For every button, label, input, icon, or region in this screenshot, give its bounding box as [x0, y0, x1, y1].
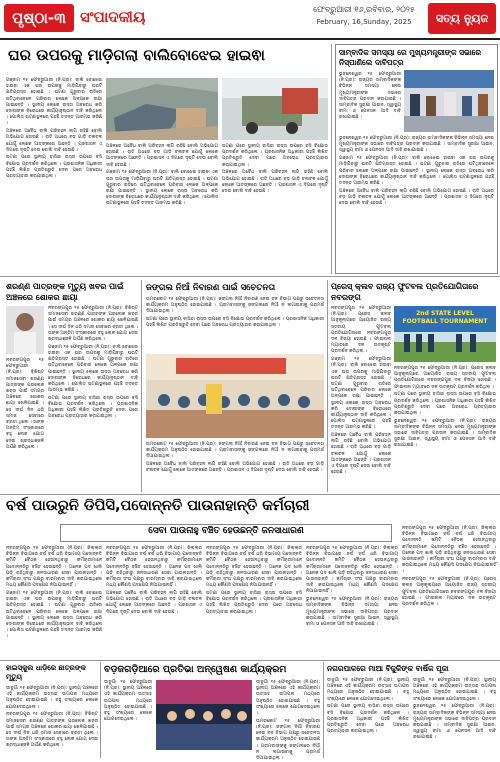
date-english: February, 16,Sunday, 2025: [316, 18, 412, 26]
house-collapse-photo: [106, 78, 218, 140]
side-article-body: ଭୁବନେଶ୍ୱର ୧୫ ଫେବ୍ରୁଆରୀ (ନି.ପ୍ର): ରାଜ୍ୟର ସାମ୍ବାଦିକଙ୍କ ବିଭିନ୍ନ ସମସ୍ୟା ନେଇ ମୁଖ୍ୟମନ୍ତ୍ରୀଙ୍କ ସଭାରେ ଦାବିପତ୍ର ପ୍ରଦାନ କରାଯାଇଛି । ସାମ୍ବାଦିକ ସୁରକ୍ଷା ଆଇନ, ସ୍ୱାସ୍ଥ୍ୟ ବୀମା ଓ ପେନସନ ଆଦି ଦାବି ରଖାଯାଇଛି । ଗଞ୍ଜାମ ୧୫ ଫେବ୍ରୁଆରୀ (ନି.ପ୍ର): ବାଲି ବୋଝେଇ ହାଇଵା ଏକ ଘର ଉପରକୁ ମାଡ଼ିଯିବାରୁ ଘରଟି କ୍ଷତିଗ୍ରସ୍ତ ହୋଇଛି । ଘଟଣା ଗୁରୁବାର ରାତିରେ ଘଟିଥିବାବେଳେ ପରିବାର ଲୋକେ ଅଳ୍ପକେ ରକ୍ଷା ପାଇଛନ୍ତି । ସ୍ଥାନୀୟ ଲୋକେ ରାସ୍ତା ଅବରୋଧ କରି ଦୋଷୀଙ୍କ ବିରୋଧରେ କାର୍ଯ୍ୟାନୁଷ୍ଠାନ ଦାବି କରିଥିଲେ । ପୋଲିସ ଘଟଣାସ୍ଥଳରେ ପହଞ୍ଚି ତଦନ୍ତ ଆରମ୍ଭ କରିଛି । ଅଞ୍ଚଳରେ ଅବୈଧ ବାଲି ପରିବହନ ଲାଗି ରହିଛି ବୋଲି ଅଭିଯୋଗ ହୋଇଛି । ରାତି ଅଧରେ ବଡ଼ ଗାଡ଼ି ଚଳାଚଳ ଯୋଗୁଁ ଲୋକେ ଆତଙ୍କରେ ଅଛନ୍ତି । ପ୍ରଶାସନ ଏ ଦିଗରେ ଦୃଷ୍ଟି ଦେଉ ବୋଲି ଦାବି ହେଉଛି ।: [339, 136, 494, 207]
obituary-body: ନବରଙ୍ଗପୁର ୧୫ ଫେବ୍ରୁଆରୀ (ନି.ପ୍ର): ବିଶିଷ୍ଟ ସମାଜସେବୀ ଶରଣ୍ଣ ପାତ୍ରଙ୍କ ପରଲୋକ ଖବର ପାଇଁ ସମଗ୍ର ଅଞ୍ଚଳରେ ଶୋକର ଛାୟା ଖେଳିଯାଇଛି । ସେ ଦୀର୍ଘ ଦିନ ଧରି ସମାଜ ସେବାରେ ବ୍ରତୀ ଥିଲେ । ତାଙ୍କ ଅନ୍ତିମ ସଂସ୍କାରରେ ବହୁ ଲୋକ ଯୋଗ ଦେଇ ଶ୍ରଦ୍ଧାଞ୍ଜଳି ଅର୍ପଣ କରିଥିଲେ । ଗଞ୍ଜାମ ୧୫ ଫେବ୍ରୁଆରୀ (ନି.ପ୍ର): ବାଲି ବୋଝେଇ ହାଇଵା ଏକ ଘର ଉପରକୁ ମାଡ଼ିଯିବାରୁ ଘରଟି କ୍ଷତିଗ୍ରସ୍ତ ହୋଇଛି । ଘଟଣା ଗୁରୁବାର ରାତିରେ ଘଟିଥିବାବେଳେ ପରିବାର ଲୋକେ ଅଳ୍ପକେ ରକ୍ଷା ପାଇଛନ୍ତି । ସ୍ଥାନୀୟ ଲୋକେ ରାସ୍ତା ଅବରୋଧ କରି ଦୋଷୀଙ୍କ ବିରୋଧରେ କାର୍ଯ୍ୟାନୁଷ୍ଠାନ ଦାବି କରିଥିଲେ । ପୋଲିସ ଘଟଣାସ୍ଥଳରେ ପହଞ୍ଚି ତଦନ୍ତ ଆରମ୍ଭ କରିଛି । ଘଟଣା ପରେ ସ୍ଥାନୀୟ ବାସିନ୍ଦା ରାସ୍ତା ଉପରେ ବସି ବିକ୍ଷୋଭ ପ୍ରଦର୍ଶନ କରିଥିଲେ । ପ୍ରଶାସନିକ ଅଧିକାରୀ ପହଞ୍ଚି ଲିଖିତ ପ୍ରତିଶ୍ରୁତି ଦେବା ପରେ ଅବରୋଧ ପ୍ରତ୍ୟାହାର କରାଯାଇଥିଲା ।: [48, 306, 138, 420]
press-club-body-cont: ନବରଙ୍ଗପୁର ୧୫ ଫେବ୍ରୁଆରୀ (ନି.ପ୍ର): ପ୍ରେସ୍ କ୍ଲବ ଆନୁକୂଲ୍ୟରେ ଆୟୋଜିତ ରାଜ୍ୟ ସ୍ତରୀୟ ଫୁଟବଲ ପ୍ରତିଯୋଗିତାରେ ନବରଙ୍ଗପୁର ଦଳ ବିଜୟୀ ହୋଇଛି । ଫାଇନାଲ ମ୍ୟାଚରେ ଦଳ ଉତ୍କୃଷ୍ଟ ପ୍ରଦର୍ଶନ କରିଥିଲା । ଘଟଣା ପରେ ସ୍ଥାନୀୟ ବାସିନ୍ଦା ରାସ୍ତା ଉପରେ ବସି ବିକ୍ଷୋଭ ପ୍ରଦର୍ଶନ କରିଥିଲେ । ପ୍ରଶାସନିକ ଅଧିକାରୀ ପହଞ୍ଚି ଲିଖିତ ପ୍ରତିଶ୍ରୁତି ଦେବା ପରେ ଅବରୋଧ ପ୍ରତ୍ୟାହାର କରାଯାଇଥିଲା । ଭୁବନେଶ୍ୱର ୧୫ ଫେବ୍ରୁଆରୀ (ନି.ପ୍ର): ରାଜ୍ୟର ସାମ୍ବାଦିକଙ୍କ ବିଭିନ୍ନ ସମସ୍ୟା ନେଇ ମୁଖ୍ୟମନ୍ତ୍ରୀଙ୍କ ସଭାରେ ଦାବିପତ୍ର ପ୍ରଦାନ କରାଯାଇଛି । ସାମ୍ବାଦିକ ସୁରକ୍ଷା ଆଇନ, ସ୍ୱାସ୍ଥ୍ୟ ବୀମା ଓ ପେନସନ ଆଦି ଦାବି ରଖାଯାଇଛି ।: [394, 366, 496, 449]
bottom-mid-headline: ବଡ଼ଜଗଡ଼ିଆରେ ପ୍ରତିଭା ଅନ୍ୱେଷଣ କାର୍ଯ୍ୟକ୍ରମ: [104, 664, 287, 675]
bottom-left-headline: ହାଇସ୍କୁଲ ଧାଡ଼ିରେ ଛାତ୍ରଙ୍କ ମୃତ୍ୟୁ: [6, 664, 86, 681]
section-title: ସଂପାଦକୀୟ: [80, 8, 146, 26]
truck-photo: [222, 78, 328, 140]
fire-awareness-headline: ଜଙ୍ଗଲ ନିଆଁ ନିବାରଣ ପାଇଁ ସଚେତନତା: [146, 283, 276, 293]
lead-article-col3: ନବରଙ୍ଗପୁର ୧୫ ଫେବ୍ରୁଆରୀ (ନି.ପ୍ର): ଜିଲ୍ଲାର ବିଭିନ୍ନ ବିଭାଗରେ ବର୍ଷ ବର୍ଷ ଧରି ବିଭାଗୀୟ ପଦୋନ୍ନତି କମିଟି ବୈଠକ ହେଉନଥିବାରୁ କର୍ମଚାରୀମାନେ ପଦୋନ୍ନତିରୁ ବଞ୍ଚିତ ହେଉଛନ୍ତି । ଅନେକ ପଦ ଖାଲି ପଡ଼ି ରହିଥିବାରୁ ଜନସାଧାରଣ ସେବା ପାଉନାହାନ୍ତି । କର୍ମଚାରୀ ସଂଘ ପକ୍ଷରୁ ବାରମ୍ବାର ଦାବି କରାଯାଇଥିଲେ ମଧ୍ୟ କୌଣସି ପଦକ୍ଷେପ ନିଆଯାଇନାହିଁ । ଘଟଣା ପରେ ସ୍ଥାନୀୟ ବାସିନ୍ଦା ରାସ୍ତା ଉପରେ ବସି ବିକ୍ଷୋଭ ପ୍ରଦର୍ଶନ କରିଥିଲେ । ପ୍ରଶାସନିକ ଅଧିକାରୀ ପହଞ୍ଚି ଲିଖିତ ପ୍ରତିଶ୍ରୁତି ଦେବା ପରେ ଅବରୋଧ ପ୍ରତ୍ୟାହାର କରାଯାଇଥିଲା ।: [206, 546, 302, 615]
obituary-headline: ଶରଣ୍ଣ ପାତ୍ରଙ୍କ ମୃତ୍ୟୁ ଖବର ପାଇଁ ଅଞ୍ଚଳରେ ଶୋକର ଛାୟା: [6, 282, 124, 302]
column-divider: [100, 662, 101, 758]
column-divider: [327, 280, 328, 492]
bottom-mid-body: ଡାବୁଗାଁ ୧୫ ଫେବ୍ରୁଆରୀ (ନି.ପ୍ର): ସ୍ଥାନୀୟ ଅଞ୍ଚଳରେ ଏହି କାର୍ଯ୍ୟକ୍ରମ ଉତ୍ସାହ ଉଦ୍ଦୀପନା ମଧ୍ୟରେ ଅନୁଷ୍ଠିତ ହୋଇଯାଇଛି । ବହୁ ସଂଖ୍ୟାରେ ଲୋକେ ଯୋଗଦେଇଥିଲେ ।: [104, 680, 152, 723]
column-divider: [141, 280, 142, 492]
side-headline: ସାମ୍ବାଦିକ ସମସ୍ୟା ରେ ମୁଖ୍ୟମନ୍ତ୍ରୀଙ୍କ ସଭାରେ ନିସ୍ପାଣିଲେ ଦାବିପତ୍ର: [339, 48, 482, 67]
column-divider: [323, 662, 324, 758]
side-article-intro: ଭୁବନେଶ୍ୱର ୧୫ ଫେବ୍ରୁଆରୀ (ନି.ପ୍ର): ରାଜ୍ୟର ସାମ୍ବାଦିକଙ୍କ ବିଭିନ୍ନ ସମସ୍ୟା ନେଇ ମୁଖ୍ୟମନ୍ତ୍ରୀଙ୍କ ସଭାରେ ଦାବିପତ୍ର ପ୍ରଦାନ କରାଯାଇଛି । ସାମ୍ବାଦିକ ସୁରକ୍ଷା ଆଇନ, ସ୍ୱାସ୍ଥ୍ୟ ବୀମା ଓ ପେନସନ ଆଦି ଦାବି ରଖାଯାଇଛି ।: [339, 72, 401, 121]
bottom-mid-body-cont: ଡାବୁଗାଁ ୧୫ ଫେବ୍ରୁଆରୀ (ନି.ପ୍ର): ସ୍ଥାନୀୟ ଅଞ୍ଚଳରେ ଏହି କାର୍ଯ୍ୟକ୍ରମ ଉତ୍ସାହ ଉଦ୍ଦୀପନା ମଧ୍ୟରେ ଅନୁଷ୍ଠିତ ହୋଇଯାଇଛି । ବହୁ ସଂଖ୍ୟାରେ ଲୋକେ ଯୋଗଦେଇଥିଲେ । ଉମରକୋଟ ୧୫ ଫେବ୍ରୁଆରୀ (ନି.ପ୍ର): ଜଙ୍ଗଲ ନିଆଁ ନିବାରଣ ନେଇ ବନ ବିଭାଗ ପକ୍ଷରୁ ସଚେତନତା କାର୍ଯ୍ୟକ୍ରମ ଅନୁଷ୍ଠିତ ହୋଇଯାଇଛି । ଗ୍ରାମବାସୀଙ୍କୁ ଜଙ୍ଗଲରେ ନିଆଁ ନ ଲଗାଇବାକୁ ପରାମର୍ଶ ଦିଆଯାଇଥିଲା ।: [256, 680, 320, 761]
obituary-portrait: [6, 306, 44, 354]
fire-awareness-body: ଉମରକୋଟ ୧୫ ଫେବ୍ରୁଆରୀ (ନି.ପ୍ର): ଜଙ୍ଗଲ ନିଆଁ ନିବାରଣ ନେଇ ବନ ବିଭାଗ ପକ୍ଷରୁ ସଚେତନତା କାର୍ଯ୍ୟକ୍ରମ ଅନୁଷ୍ଠିତ ହୋଇଯାଇଛି । ଗ୍ରାମବାସୀଙ୍କୁ ଜଙ୍ଗଲରେ ନିଆଁ ନ ଲଗାଇବାକୁ ପରାମର୍ଶ ଦିଆଯାଇଥିଲା । ଘଟଣା ପରେ ସ୍ଥାନୀୟ ବାସିନ୍ଦା ରାସ୍ତା ଉପରେ ବସି ବିକ୍ଷୋଭ ପ୍ରଦର୍ଶନ କରିଥିଲେ । ପ୍ରଶାସନିକ ଅଧିକାରୀ ପହଞ୍ଚି ଲିଖିତ ପ୍ରତିଶ୍ରୁତି ଦେବା ପରେ ଅବରୋଧ ପ୍ରତ୍ୟାହାର କରାଯାଇଥିଲା ।: [146, 297, 324, 329]
date-block: [305, 5, 423, 26]
awareness-event-photo: [146, 354, 324, 438]
main-article-col3: ଘଟଣା ପରେ ସ୍ଥାନୀୟ ବାସିନ୍ଦା ରାସ୍ତା ଉପରେ ବସି ବିକ୍ଷୋଭ ପ୍ରଦର୍ଶନ କରିଥିଲେ । ପ୍ରଶାସନିକ ଅଧିକାରୀ ପହଞ୍ଚି ଲିଖିତ ପ୍ରତିଶ୍ରୁତି ଦେବା ପରେ ଅବରୋଧ ପ୍ରତ୍ୟାହାର କରାଯାଇଥିଲା । ଅଞ୍ଚଳରେ ଅବୈଧ ବାଲି ପରିବହନ ଲାଗି ରହିଛି ବୋଲି ଅଭିଯୋଗ ହୋଇଛି । ରାତି ଅଧରେ ବଡ଼ ଗାଡ଼ି ଚଳାଚଳ ଯୋଗୁଁ ଲୋକେ ଆତଙ୍କରେ ଅଛନ୍ତି । ପ୍ରଶାସନ ଏ ଦିଗରେ ଦୃଷ୍ଟି ଦେଉ ବୋଲି ଦାବି ହେଉଛି ।: [222, 144, 328, 194]
brand-logo: ସତ୍ୟ ନ୍ୟୁଜ: [428, 3, 496, 34]
bottom-right-headline: ନଗରପାଳରେ ମାଆ ବିଜୁଳିଙ୍କ ବାର୍ଷିକ ପୂଜା: [327, 664, 449, 673]
talent-event-photo: [156, 680, 252, 750]
lead-article-col4: ନବରଙ୍ଗପୁର ୧୫ ଫେବ୍ରୁଆରୀ (ନି.ପ୍ର): ଜିଲ୍ଲାର ବିଭିନ୍ନ ବିଭାଗରେ ବର୍ଷ ବର୍ଷ ଧରି ବିଭାଗୀୟ ପଦୋନ୍ନତି କମିଟି ବୈଠକ ହେଉନଥିବାରୁ କର୍ମଚାରୀମାନେ ପଦୋନ୍ନତିରୁ ବଞ୍ଚିତ ହେଉଛନ୍ତି । ଅନେକ ପଦ ଖାଲି ପଡ଼ି ରହିଥିବାରୁ ଜନସାଧାରଣ ସେବା ପାଉନାହାନ୍ତି । କର୍ମଚାରୀ ସଂଘ ପକ୍ଷରୁ ବାରମ୍ବାର ଦାବି କରାଯାଇଥିଲେ ମଧ୍ୟ କୌଣସି ପଦକ୍ଷେପ ନିଆଯାଇନାହିଁ । ଭୁବନେଶ୍ୱର ୧୫ ଫେବ୍ରୁଆରୀ (ନି.ପ୍ର): ରାଜ୍ୟର ସାମ୍ବାଦିକଙ୍କ ବିଭିନ୍ନ ସମସ୍ୟା ନେଇ ମୁଖ୍ୟମନ୍ତ୍ରୀଙ୍କ ସଭାରେ ଦାବିପତ୍ର ପ୍ରଦାନ କରାଯାଇଛି । ସାମ୍ବାଦିକ ସୁରକ୍ଷା ଆଇନ, ସ୍ୱାସ୍ଥ୍ୟ ବୀମା ଓ ପେନସନ ଆଦି ଦାବି ରଖାଯାଇଛି ।: [306, 546, 398, 627]
lead-article-col1: ନବରଙ୍ଗପୁର ୧୫ ଫେବ୍ରୁଆରୀ (ନି.ପ୍ର): ଜିଲ୍ଲାର ବିଭିନ୍ନ ବିଭାଗରେ ବର୍ଷ ବର୍ଷ ଧରି ବିଭାଗୀୟ ପଦୋନ୍ନତି କମିଟି ବୈଠକ ହେଉନଥିବାରୁ କର୍ମଚାରୀମାନେ ପଦୋନ୍ନତିରୁ ବଞ୍ଚିତ ହେଉଛନ୍ତି । ଅନେକ ପଦ ଖାଲି ପଡ଼ି ରହିଥିବାରୁ ଜନସାଧାରଣ ସେବା ପାଉନାହାନ୍ତି । କର୍ମଚାରୀ ସଂଘ ପକ୍ଷରୁ ବାରମ୍ବାର ଦାବି କରାଯାଇଥିଲେ ମଧ୍ୟ କୌଣସି ପଦକ୍ଷେପ ନିଆଯାଇନାହିଁ । ଗଞ୍ଜାମ ୧୫ ଫେବ୍ରୁଆରୀ (ନି.ପ୍ର): ବାଲି ବୋଝେଇ ହାଇଵା ଏକ ଘର ଉପରକୁ ମାଡ଼ିଯିବାରୁ ଘରଟି କ୍ଷତିଗ୍ରସ୍ତ ହୋଇଛି । ଘଟଣା ଗୁରୁବାର ରାତିରେ ଘଟିଥିବାବେଳେ ପରିବାର ଲୋକେ ଅଳ୍ପକେ ରକ୍ଷା ପାଇଛନ୍ତି । ସ୍ଥାନୀୟ ଲୋକେ ରାସ୍ତା ଅବରୋଧ କରି ଦୋଷୀଙ୍କ ବିରୋଧରେ କାର୍ଯ୍ୟାନୁଷ୍ଠାନ ଦାବି କରିଥିଲେ । ପୋଲିସ ଘଟଣାସ୍ଥଳରେ ପହଞ୍ଚି ତଦନ୍ତ ଆରମ୍ଭ କରିଛି ।: [6, 546, 102, 640]
main-article-col1: ଗଞ୍ଜାମ ୧୫ ଫେବ୍ରୁଆରୀ (ନି.ପ୍ର): ବାଲି ବୋଝେଇ ହାଇଵା ଏକ ଘର ଉପରକୁ ମାଡ଼ିଯିବାରୁ ଘରଟି କ୍ଷତିଗ୍ରସ୍ତ ହୋଇଛି । ଘଟଣା ଗୁରୁବାର ରାତିରେ ଘଟିଥିବାବେଳେ ପରିବାର ଲୋକେ ଅଳ୍ପକେ ରକ୍ଷା ପାଇଛନ୍ତି । ସ୍ଥାନୀୟ ଲୋକେ ରାସ୍ତା ଅବରୋଧ କରି ଦୋଷୀଙ୍କ ବିରୋଧରେ କାର୍ଯ୍ୟାନୁଷ୍ଠାନ ଦାବି କରିଥିଲେ । ପୋଲିସ ଘଟଣାସ୍ଥଳରେ ପହଞ୍ଚି ତଦନ୍ତ ଆରମ୍ଭ କରିଛି । ଅଞ୍ଚଳରେ ଅବୈଧ ବାଲି ପରିବହନ ଲାଗି ରହିଛି ବୋଲି ଅଭିଯୋଗ ହୋଇଛି । ରାତି ଅଧରେ ବଡ଼ ଗାଡ଼ି ଚଳାଚଳ ଯୋଗୁଁ ଲୋକେ ଆତଙ୍କରେ ଅଛନ୍ତି । ପ୍ରଶାସନ ଏ ଦିଗରେ ଦୃଷ୍ଟି ଦେଉ ବୋଲି ଦାବି ହେଉଛି । ଘଟଣା ପରେ ସ୍ଥାନୀୟ ବାସିନ୍ଦା ରାସ୍ତା ଉପରେ ବସି ବିକ୍ଷୋଭ ପ୍ରଦର୍ଶନ କରିଥିଲେ । ପ୍ରଶାସନିକ ଅଧିକାରୀ ପହଞ୍ଚି ଲିଖିତ ପ୍ରତିଶ୍ରୁତି ଦେବା ପରେ ଅବରୋଧ ପ୍ରତ୍ୟାହାର କରାଯାଇଥିଲା ।: [6, 78, 102, 180]
bottom-left-body: ଡାବୁଗାଁ ୧୫ ଫେବ୍ରୁଆରୀ (ନି.ପ୍ର): ସ୍ଥାନୀୟ ଅଞ୍ଚଳରେ ଏହି କାର୍ଯ୍ୟକ୍ରମ ଉତ୍ସାହ ଉଦ୍ଦୀପନା ମଧ୍ୟରେ ଅନୁଷ୍ଠିତ ହୋଇଯାଇଛି । ବହୁ ସଂଖ୍ୟାରେ ଲୋକେ ଯୋଗଦେଇଥିଲେ । ନବରଙ୍ଗପୁର ୧୫ ଫେବ୍ରୁଆରୀ (ନି.ପ୍ର): ବିଶିଷ୍ଟ ସମାଜସେବୀ ଶରଣ୍ଣ ପାତ୍ରଙ୍କ ପରଲୋକ ଖବର ପାଇଁ ସମଗ୍ର ଅଞ୍ଚଳରେ ଶୋକର ଛାୟା ଖେଳିଯାଇଛି । ସେ ଦୀର୍ଘ ଦିନ ଧରି ସମାଜ ସେବାରେ ବ୍ରତୀ ଥିଲେ । ତାଙ୍କ ଅନ୍ତିମ ସଂସ୍କାରରେ ବହୁ ଲୋକ ଯୋଗ ଦେଇ ଶ୍ରଦ୍ଧାଞ୍ଜଳି ଅର୍ପଣ କରିଥିଲେ ।: [6, 686, 98, 749]
row-divider: [0, 660, 500, 661]
masthead: [0, 0, 500, 40]
bottom-right-body: ଡାବୁଗାଁ ୧୫ ଫେବ୍ରୁଆରୀ (ନି.ପ୍ର): ସ୍ଥାନୀୟ ଅଞ୍ଚଳରେ ଏହି କାର୍ଯ୍ୟକ୍ରମ ଉତ୍ସାହ ଉଦ୍ଦୀପନା ମଧ୍ୟରେ ଅନୁଷ୍ଠିତ ହୋଇଯାଇଛି । ବହୁ ସଂଖ୍ୟାରେ ଲୋକେ ଯୋଗଦେଇଥିଲେ । ଘଟଣା ପରେ ସ୍ଥାନୀୟ ବାସିନ୍ଦା ରାସ୍ତା ଉପରେ ବସି ବିକ୍ଷୋଭ ପ୍ରଦର୍ଶନ କରିଥିଲେ । ପ୍ରଶାସନିକ ଅଧିକାରୀ ପହଞ୍ଚି ଲିଖିତ ପ୍ରତିଶ୍ରୁତି ଦେବା ପରେ ଅବରୋଧ ପ୍ରତ୍ୟାହାର କରାଯାଇଥିଲା ।: [327, 678, 409, 735]
header-divider: [0, 38, 500, 40]
lead-article-col2: ନବରଙ୍ଗପୁର ୧୫ ଫେବ୍ରୁଆରୀ (ନି.ପ୍ର): ଜିଲ୍ଲାର ବିଭିନ୍ନ ବିଭାଗରେ ବର୍ଷ ବର୍ଷ ଧରି ବିଭାଗୀୟ ପଦୋନ୍ନତି କମିଟି ବୈଠକ ହେଉନଥିବାରୁ କର୍ମଚାରୀମାନେ ପଦୋନ୍ନତିରୁ ବଞ୍ଚିତ ହେଉଛନ୍ତି । ଅନେକ ପଦ ଖାଲି ପଡ଼ି ରହିଥିବାରୁ ଜନସାଧାରଣ ସେବା ପାଉନାହାନ୍ତି । କର୍ମଚାରୀ ସଂଘ ପକ୍ଷରୁ ବାରମ୍ବାର ଦାବି କରାଯାଇଥିଲେ ମଧ୍ୟ କୌଣସି ପଦକ୍ଷେପ ନିଆଯାଇନାହିଁ । ଅଞ୍ଚଳରେ ଅବୈଧ ବାଲି ପରିବହନ ଲାଗି ରହିଛି ବୋଲି ଅଭିଯୋଗ ହୋଇଛି । ରାତି ଅଧରେ ବଡ଼ ଗାଡ଼ି ଚଳାଚଳ ଯୋଗୁଁ ଲୋକେ ଆତଙ୍କରେ ଅଛନ୍ତି । ପ୍ରଶାସନ ଏ ଦିଗରେ ଦୃଷ୍ଟି ଦେଉ ବୋଲି ଦାବି ହେଉଛି ।: [106, 546, 202, 615]
column-divider: [331, 44, 332, 274]
fire-awareness-body-cont: ଉମରକୋଟ ୧୫ ଫେବ୍ରୁଆରୀ (ନି.ପ୍ର): ଜଙ୍ଗଲ ନିଆଁ ନିବାରଣ ନେଇ ବନ ବିଭାଗ ପକ୍ଷରୁ ସଚେତନତା କାର୍ଯ୍ୟକ୍ରମ ଅନୁଷ୍ଠିତ ହୋଇଯାଇଛି । ଗ୍ରାମବାସୀଙ୍କୁ ଜଙ୍ଗଲରେ ନିଆଁ ନ ଲଗାଇବାକୁ ପରାମର୍ଶ ଦିଆଯାଇଥିଲା । ଅଞ୍ଚଳରେ ଅବୈଧ ବାଲି ପରିବହନ ଲାଗି ରହିଛି ବୋଲି ଅଭିଯୋଗ ହୋଇଛି । ରାତି ଅଧରେ ବଡ଼ ଗାଡ଼ି ଚଳାଚଳ ଯୋଗୁଁ ଲୋକେ ଆତଙ୍କରେ ଅଛନ୍ତି । ପ୍ରଶାସନ ଏ ଦିଗରେ ଦୃଷ୍ଟି ଦେଉ ବୋଲି ଦାବି ହେଉଛି ।: [146, 442, 324, 474]
row-divider: [0, 276, 500, 277]
row-divider: [0, 494, 500, 495]
obituary-body-left: ନବରଙ୍ଗପୁର ୧୫ ଫେବ୍ରୁଆରୀ (ନି.ପ୍ର): ବିଶିଷ୍ଟ ସମାଜସେବୀ ଶରଣ୍ଣ ପାତ୍ରଙ୍କ ପରଲୋକ ଖବର ପାଇଁ ସମଗ୍ର ଅଞ୍ଚଳରେ ଶୋକର ଛାୟା ଖେଳିଯାଇଛି । ସେ ଦୀର୍ଘ ଦିନ ଧରି ସମାଜ ସେବାରେ ବ୍ରତୀ ଥିଲେ । ତାଙ୍କ ଅନ୍ତିମ ସଂସ୍କାରରେ ବହୁ ଲୋକ ଯୋଗ ଦେଇ ଶ୍ରଦ୍ଧାଞ୍ଜଳି ଅର୍ପଣ କରିଥିଲେ ।: [6, 358, 44, 450]
meeting-photo: [404, 70, 494, 132]
lead-article-col5: ନବରଙ୍ଗପୁର ୧୫ ଫେବ୍ରୁଆରୀ (ନି.ପ୍ର): ଜିଲ୍ଲାର ବିଭିନ୍ନ ବିଭାଗରେ ବର୍ଷ ବର୍ଷ ଧରି ବିଭାଗୀୟ ପଦୋନ୍ନତି କମିଟି ବୈଠକ ହେଉନଥିବାରୁ କର୍ମଚାରୀମାନେ ପଦୋନ୍ନତିରୁ ବଞ୍ଚିତ ହେଉଛନ୍ତି । ଅନେକ ପଦ ଖାଲି ପଡ଼ି ରହିଥିବାରୁ ଜନସାଧାରଣ ସେବା ପାଉନାହାନ୍ତି । କର୍ମଚାରୀ ସଂଘ ପକ୍ଷରୁ ବାରମ୍ବାର ଦାବି କରାଯାଇଥିଲେ ମଧ୍ୟ କୌଣସି ପଦକ୍ଷେପ ନିଆଯାଇନାହିଁ । ନବରଙ୍ଗପୁର ୧୫ ଫେବ୍ରୁଆରୀ (ନି.ପ୍ର): ପ୍ରେସ୍ କ୍ଲବ ଆନୁକୂଲ୍ୟରେ ଆୟୋଜିତ ରାଜ୍ୟ ସ୍ତରୀୟ ଫୁଟବଲ ପ୍ରତିଯୋଗିତାରେ ନବରଙ୍ଗପୁର ଦଳ ବିଜୟୀ ହୋଇଛି । ଫାଇନାଲ ମ୍ୟାଚରେ ଦଳ ଉତ୍କୃଷ୍ଟ ପ୍ରଦର୍ଶନ କରିଥିଲା ।: [402, 526, 496, 607]
main-article-col2: ଅଞ୍ଚଳରେ ଅବୈଧ ବାଲି ପରିବହନ ଲାଗି ରହିଛି ବୋଲି ଅଭିଯୋଗ ହୋଇଛି । ରାତି ଅଧରେ ବଡ଼ ଗାଡ଼ି ଚଳାଚଳ ଯୋଗୁଁ ଲୋକେ ଆତଙ୍କରେ ଅଛନ୍ତି । ପ୍ରଶାସନ ଏ ଦିଗରେ ଦୃଷ୍ଟି ଦେଉ ବୋଲି ଦାବି ହେଉଛି । ଗଞ୍ଜାମ ୧୫ ଫେବ୍ରୁଆରୀ (ନି.ପ୍ର): ବାଲି ବୋଝେଇ ହାଇଵା ଏକ ଘର ଉପରକୁ ମାଡ଼ିଯିବାରୁ ଘରଟି କ୍ଷତିଗ୍ରସ୍ତ ହୋଇଛି । ଘଟଣା ଗୁରୁବାର ରାତିରେ ଘଟିଥିବାବେଳେ ପରିବାର ଲୋକେ ଅଳ୍ପକେ ରକ୍ଷା ପାଇଛନ୍ତି । ସ୍ଥାନୀୟ ଲୋକେ ରାସ୍ତା ଅବରୋଧ କରି ଦୋଷୀଙ୍କ ବିରୋଧରେ କାର୍ଯ୍ୟାନୁଷ୍ଠାନ ଦାବି କରିଥିଲେ । ପୋଲିସ ଘଟଣାସ୍ଥଳରେ ପହଞ୍ଚି ତଦନ୍ତ ଆରମ୍ଭ କରିଛି ।: [106, 144, 218, 207]
bottom-right-body-cont: ଡାବୁଗାଁ ୧୫ ଫେବ୍ରୁଆରୀ (ନି.ପ୍ର): ସ୍ଥାନୀୟ ଅଞ୍ଚଳରେ ଏହି କାର୍ଯ୍ୟକ୍ରମ ଉତ୍ସାହ ଉଦ୍ଦୀପନା ମଧ୍ୟରେ ଅନୁଷ୍ଠିତ ହୋଇଯାଇଛି । ବହୁ ସଂଖ୍ୟାରେ ଲୋକେ ଯୋଗଦେଇଥିଲେ । ଭୁବନେଶ୍ୱର ୧୫ ଫେବ୍ରୁଆରୀ (ନି.ପ୍ର): ରାଜ୍ୟର ସାମ୍ବାଦିକଙ୍କ ବିଭିନ୍ନ ସମସ୍ୟା ନେଇ ମୁଖ୍ୟମନ୍ତ୍ରୀଙ୍କ ସଭାରେ ଦାବିପତ୍ର ପ୍ରଦାନ କରାଯାଇଛି । ସାମ୍ବାଦିକ ସୁରକ୍ଷା ଆଇନ, ସ୍ୱାସ୍ଥ୍ୟ ବୀମା ଓ ପେନସନ ଆଦି ଦାବି ରଖାଯାଇଛି ।: [413, 678, 496, 741]
page-number-badge: ପୃଷ୍ଠା-୩: [4, 4, 74, 32]
lead-sub-headline: ସେବା ପାଉନାହୁ ବଞ୍ଚିତ ହେଉଛନ୍ତି ଜନସାଧାରଣ: [148, 526, 304, 536]
football-banner-text: 2nd STATE LEVEL FOOTBALL TOURNAMENT: [402, 310, 488, 325]
main-headline: ଘର ଉପରକୁ ମାଡ଼ିଗଲା ବାଲିବୋଝେଇ ହାଇଵା: [8, 46, 265, 64]
date-odia: ଫେବ୍ରୁଆରୀ ୧୬,ରବିବାର, ୨୦୨୫: [313, 5, 415, 14]
press-club-body: ନବରଙ୍ଗପୁର ୧୫ ଫେବ୍ରୁଆରୀ (ନି.ପ୍ର): ପ୍ରେସ୍ କ୍ଲବ ଆନୁକୂଲ୍ୟରେ ଆୟୋଜିତ ରାଜ୍ୟ ସ୍ତରୀୟ ଫୁଟବଲ ପ୍ରତିଯୋଗିତାରେ ନବରଙ୍ଗପୁର ଦଳ ବିଜୟୀ ହୋଇଛି । ଫାଇନାଲ ମ୍ୟାଚରେ ଦଳ ଉତ୍କୃଷ୍ଟ ପ୍ରଦର୍ଶନ କରିଥିଲା । ଗଞ୍ଜାମ ୧୫ ଫେବ୍ରୁଆରୀ (ନି.ପ୍ର): ବାଲି ବୋଝେଇ ହାଇଵା ଏକ ଘର ଉପରକୁ ମାଡ଼ିଯିବାରୁ ଘରଟି କ୍ଷତିଗ୍ରସ୍ତ ହୋଇଛି । ଘଟଣା ଗୁରୁବାର ରାତିରେ ଘଟିଥିବାବେଳେ ପରିବାର ଲୋକେ ଅଳ୍ପକେ ରକ୍ଷା ପାଇଛନ୍ତି । ସ୍ଥାନୀୟ ଲୋକେ ରାସ୍ତା ଅବରୋଧ କରି ଦୋଷୀଙ୍କ ବିରୋଧରେ କାର୍ଯ୍ୟାନୁଷ୍ଠାନ ଦାବି କରିଥିଲେ । ପୋଲିସ ଘଟଣାସ୍ଥଳରେ ପହଞ୍ଚି ତଦନ୍ତ ଆରମ୍ଭ କରିଛି । ଅଞ୍ଚଳରେ ଅବୈଧ ବାଲି ପରିବହନ ଲାଗି ରହିଛି ବୋଲି ଅଭିଯୋଗ ହୋଇଛି । ରାତି ଅଧରେ ବଡ଼ ଗାଡ଼ି ଚଳାଚଳ ଯୋଗୁଁ ଲୋକେ ଆତଙ୍କରେ ଅଛନ୍ତି । ପ୍ରଶାସନ ଏ ଦିଗରେ ଦୃଷ୍ଟି ଦେଉ ବୋଲି ଦାବି ହେଉଛି ।: [331, 306, 391, 476]
lead-headline: ବର୍ଷ ପାଉରୁନି ଡିପିସି,ପଦୋନ୍ନତି ପାଉନାହାନ୍ତି କର୍ମଚାରୀ: [6, 498, 310, 514]
press-club-headline: ପ୍ରେସ୍ କ୍ଲବ ରାଜ୍ୟ ଫୁଟବଲ ପ୍ରତିଯୋଗିତାରେ ନବରଙ୍ଗ: [331, 282, 479, 302]
